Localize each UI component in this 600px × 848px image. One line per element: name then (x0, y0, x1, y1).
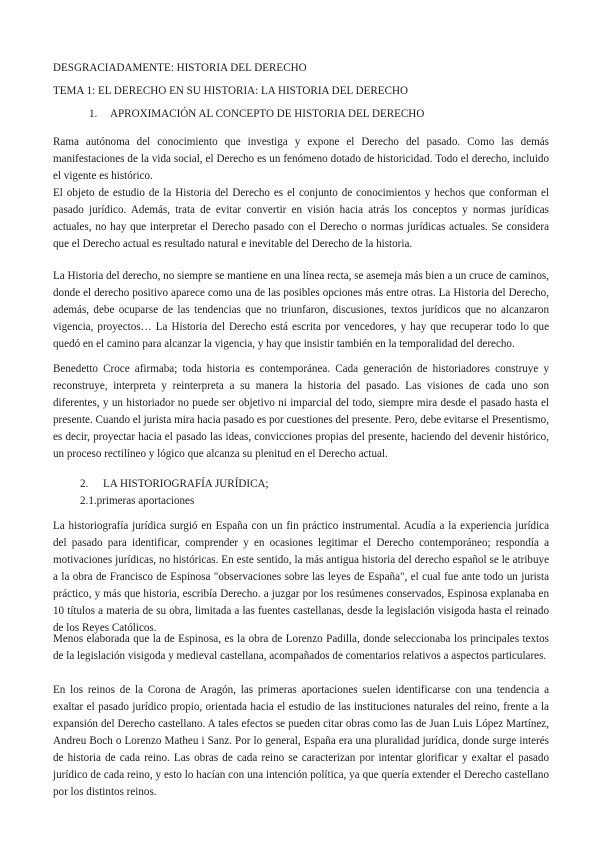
paragraph-definition: Rama autónoma del conocimiento que investiga y expone el Derecho del pasado. Como las demás manifestaciones de la vida social, el Derecho es un fenómeno dotado de historicidad. Todo el derecho, incluido el vigente es histórico. (53, 136, 549, 182)
paragraph-objeto: El objeto de estudio de la Historia del Derecho es el conjunto de conocimientos y hechos que conforman el pasado jurídico. Además, trata de evitar convertir en visión hacia atrás los conceptos y normas jurídicas actuales, no hay que interpretar el Derecho pasado con el Derecho o normas jurídicas actuales. Se considera que el Derecho actual es resultado natural e inevitable del Derecho de la historia. (53, 187, 549, 250)
section-2-title: LA HISTORIOGRAFÍA JURÍDICA; (103, 478, 269, 490)
paragraph-cruce-caminos: La Historia del derecho, no siempre se mantiene en una línea recta, se asemeja más bien a un cruce de caminos, donde el derecho positivo aparece como una de las posibles opciones más entre otras. La Historia del Derecho, además, debe ocuparse de las tendencias que no triunfaron, discusiones, textos jurídicos que no alcanzaron vigencia, proyectos… La Historia del Derecho está escrita por vencedores, y hay que recuperar todo lo que quedó en el camino para alcanzar la vigencia, y hay que insistir también en la temporalidad del derecho. (53, 270, 549, 350)
paragraph-espinosa: La historiografía jurídica surgió en España con un fin práctico instrumental. Acudía a la experiencia jurídica del pasado para identificar, comprender y en ocasiones legitimar el Derecho contemporáneo; respondía a motivaciones jurídicas, no históricas. En este sentido, la más antigua historia del derecho español se le atribuye a la obra de Francisco de Espinosa "observaciones sobre las leyes de España", el cual fue ante todo un jurista práctico, y más que historia, escribía Derecho. a juzgar por los resúmenes conservados, Espinosa explanaba en 10 títulos a materia de su obra, limitada a las fuentes castellanas, desde la legislación visigoda hasta el reinado de los Reyes Católicos. (53, 520, 549, 634)
section-1-heading (89, 106, 549, 123)
tema-heading: TEMA 1: EL DERECHO EN SU HISTORIA: LA HISTORIA DEL DERECHO (53, 85, 408, 97)
paragraph-padilla: Menos elaborada que la de Espinosa, es la obra de Lorenzo Padilla, donde seleccionaba los principales textos de la legislación visigoda y medieval castellana, acompañados de comentarios relativos a aspectos particulares. (53, 633, 549, 662)
section-1-title: APROXIMACIÓN AL CONCEPTO DE HISTORIA DEL DERECHO (110, 108, 425, 120)
paragraph-croce: Benedetto Croce afirmaba; toda historia es contemporánea. Cada generación de historiadores construye y reconstruye, interpreta y reinterpreta a su manera la historia del pasado. Las visiones de cada uno son diferentes, y un historiador no puede ser objetivo ni imparcial del todo, siempre mira desde el pasado hasta el presente. Cuando el jurista mira hacia pasado es por cuestiones del presente. Pero, debe evitarse el Presentismo, es decir, proyectar hacia el pasado las ideas, convicciones propias del presente, haciendo del devenir histórico, un proceso rectilíneo y lógico que alcanza su plenitud en el Derecho actual. (53, 363, 549, 460)
section-2-number: 2. (80, 478, 89, 490)
section-2-heading (80, 476, 540, 493)
document-title: DESGRACIADAMENTE: HISTORIA DEL DERECHO (53, 62, 307, 74)
paragraph-aragon: En los reinos de la Corona de Aragón, las primeras aportaciones suelen identificarse con una tendencia a exaltar el pasado jurídico propio, orientada hacia el estudio de las instituciones naturales del reino, frente a la expansión del Derecho castellano. A tales efectos se pueden citar obras como las de Juan Luis López Martínez, Andreu Boch o Lorenzo Matheu i Sanz. Por lo general, España era una pluralidad jurídica, donde surge interés de historia de cada reino. Las obras de cada reino se caracterizan por intentar glorificar y exaltar el pasado jurídico de cada reino, y esto lo hacían con una intención política, ya que quería extender el Derecho castellano por los distintos reinos. (53, 684, 549, 798)
subsection-heading: 2.1.primeras aportaciones (80, 495, 195, 507)
section-1-number: 1. (89, 108, 98, 120)
